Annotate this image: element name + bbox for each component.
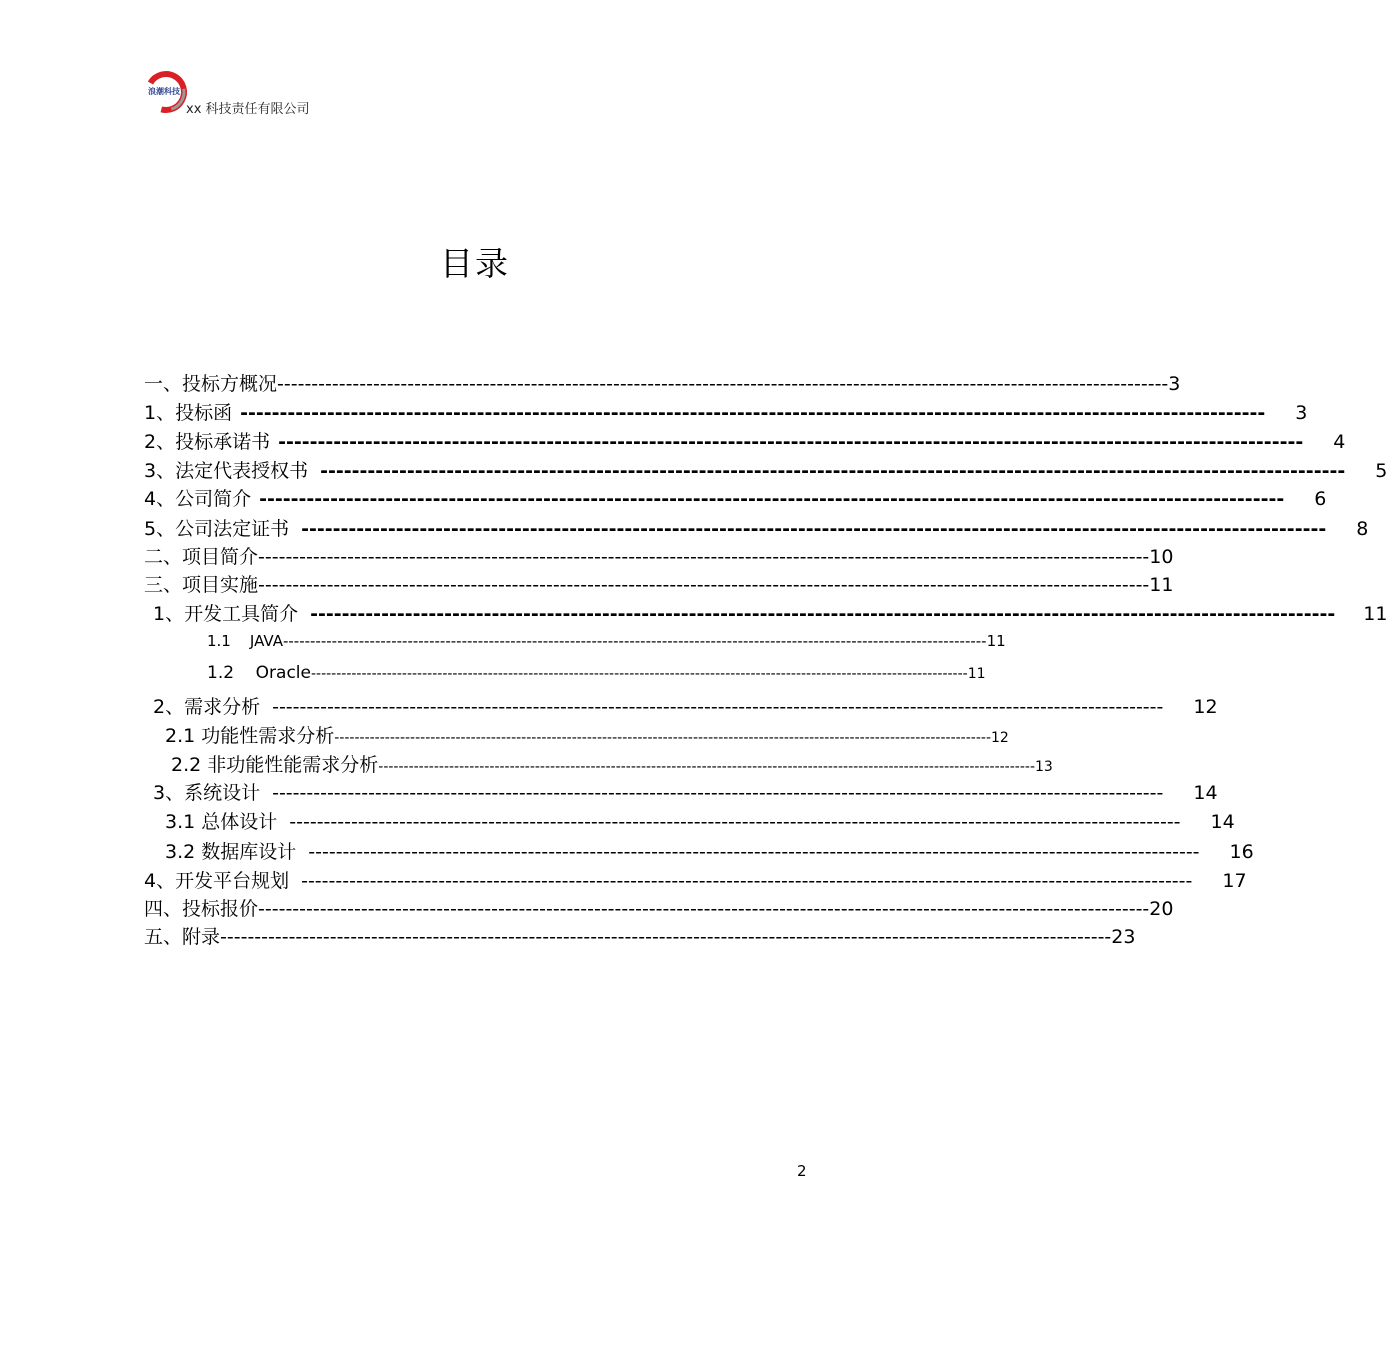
toc-entry-page: 13 [1035,759,1053,775]
toc-entry[interactable] [144,514,1369,540]
toc-leader: ---------------------------------------------------------------------------------------------------------------------------------- [320,460,1346,482]
toc-entry-page: 11 [967,666,986,682]
toc-entry-page: 5 [1375,460,1387,482]
toc-entry[interactable] [165,837,1254,863]
toc-entry-page: 11 [1149,574,1174,596]
page-title: 目录 [440,244,510,283]
toc-entry-label: 二、项目简介 [144,546,259,568]
toc-leader: ---------------------------------------------------------------------------------------------------------------------------------- [277,373,1169,395]
toc-entry[interactable] [144,922,1136,948]
toc-entry[interactable] [144,398,1308,424]
toc-entry-page: 3 [1295,402,1308,424]
toc-leader: ---------------------------------------------------------------------------------------------------------------------------------- [272,782,1164,804]
toc-leader: ---------------------------------------------------------------------------------------------------------------------------------- [378,759,1035,775]
toc-leader: ---------------------------------------------------------------------------------------------------------------------------------- [258,898,1150,920]
toc-leader: ---------------------------------------------------------------------------------------------------------------------------------- [301,518,1327,540]
toc-entry-label: 3.2 数据库设计 [165,841,297,863]
toc-entry[interactable] [144,542,1174,568]
toc-entry-label: 三、项目实施 [144,574,259,596]
toc-entry-label: 4、开发平台规划 [144,870,290,892]
toc-entry-page: 17 [1222,870,1247,892]
toc-entry-page: 23 [1111,926,1136,948]
toc-leader: ---------------------------------------------------------------------------------------------------------------------------------- [240,402,1266,424]
toc-leader: ---------------------------------------------------------------------------------------------------------------------------------- [301,870,1193,892]
toc-leader: ---------------------------------------------------------------------------------------------------------------------------------- [258,574,1150,596]
toc-leader: ---------------------------------------------------------------------------------------------------------------------------------- [278,431,1304,453]
toc-entry-label: 3、系统设计 [153,782,261,804]
toc-entry-page: 16 [1229,841,1254,863]
toc-entry[interactable] [207,663,986,689]
toc-entry-page: 20 [1149,898,1174,920]
toc-leader: ---------------------------------------------------------------------------------------------------------------------------------- [272,696,1164,718]
toc-entry-page: 10 [1149,546,1174,568]
toc-leader: ---------------------------------------------------------------------------------------------------------------------------------- [258,546,1150,568]
toc-entry[interactable] [165,721,1009,747]
toc-entry[interactable] [144,570,1174,596]
toc-entry-page: 14 [1193,782,1218,804]
toc-entry-label: 3.1 总体设计 [165,811,278,833]
toc-entry-page: 8 [1356,518,1369,540]
toc-entry-page: 6 [1314,488,1327,510]
toc-entry-label: 4、公司简介 [144,488,252,510]
toc-entry-label: 2、需求分析 [153,696,261,718]
toc-entry[interactable] [153,599,1387,625]
toc-leader: ---------------------------------------------------------------------------------------------------------------------------------- [310,603,1336,625]
toc-entry[interactable] [171,750,1053,776]
toc-entry-page: 4 [1333,431,1346,453]
toc-entry[interactable] [144,427,1346,453]
logo-text: 浪潮科技 [148,86,180,96]
toc-entry[interactable] [144,894,1174,920]
toc-entry-page: 11 [986,632,1006,650]
toc-entry[interactable] [153,778,1218,804]
toc-entry-page: 14 [1210,811,1235,833]
toc-leader: ---------------------------------------------------------------------------------------------------------------------------------- [220,926,1112,948]
toc-entry[interactable] [144,369,1181,395]
toc-entry-label: 1.1 JAVA [207,632,283,650]
toc-leader: ---------------------------------------------------------------------------------------------------------------------------------- [289,811,1181,833]
toc-entry-page: 11 [1363,603,1387,625]
toc-entry[interactable] [144,484,1327,510]
toc-entry[interactable] [165,807,1235,833]
toc-entry-label: 1、投标函 [144,402,233,424]
toc-entry-label: 5、公司法定证书 [144,518,290,540]
toc-entry-label: 五、附录 [144,926,221,948]
page-number: 2 [797,1162,807,1180]
toc-leader: ---------------------------------------------------------------------------------------------------------------------------------- [259,488,1285,510]
toc-entry-label: 1、开发工具简介 [153,603,299,625]
toc-entry[interactable] [207,632,1006,658]
toc-entry-label: 2.2 非功能性能需求分析 [171,754,379,776]
toc-entry-page: 12 [1193,696,1218,718]
toc-leader: ---------------------------------------------------------------------------------------------------------------------------------- [282,632,987,650]
toc-entry[interactable] [153,692,1218,718]
toc-entry-label: 一、投标方概况 [144,373,278,395]
toc-leader: ---------------------------------------------------------------------------------------------------------------------------------- [310,666,968,682]
toc-leader: ---------------------------------------------------------------------------------------------------------------------------------- [308,841,1200,863]
toc-entry-label: 2、投标承诺书 [144,431,271,453]
toc-entry[interactable] [144,456,1387,482]
toc-entry-label: 1.2 Oracle [207,663,311,683]
toc-entry-page: 3 [1168,373,1181,395]
toc-entry-label: 2.1 功能性需求分析 [165,725,335,747]
toc-entry-label: 四、投标报价 [144,898,259,920]
toc-entry-label: 3、法定代表授权书 [144,460,309,482]
company-name: xx 科技责任有限公司 [186,102,310,117]
toc-leader: ---------------------------------------------------------------------------------------------------------------------------------- [334,730,991,746]
toc-entry-page: 12 [991,730,1009,746]
toc-entry[interactable] [144,866,1247,892]
